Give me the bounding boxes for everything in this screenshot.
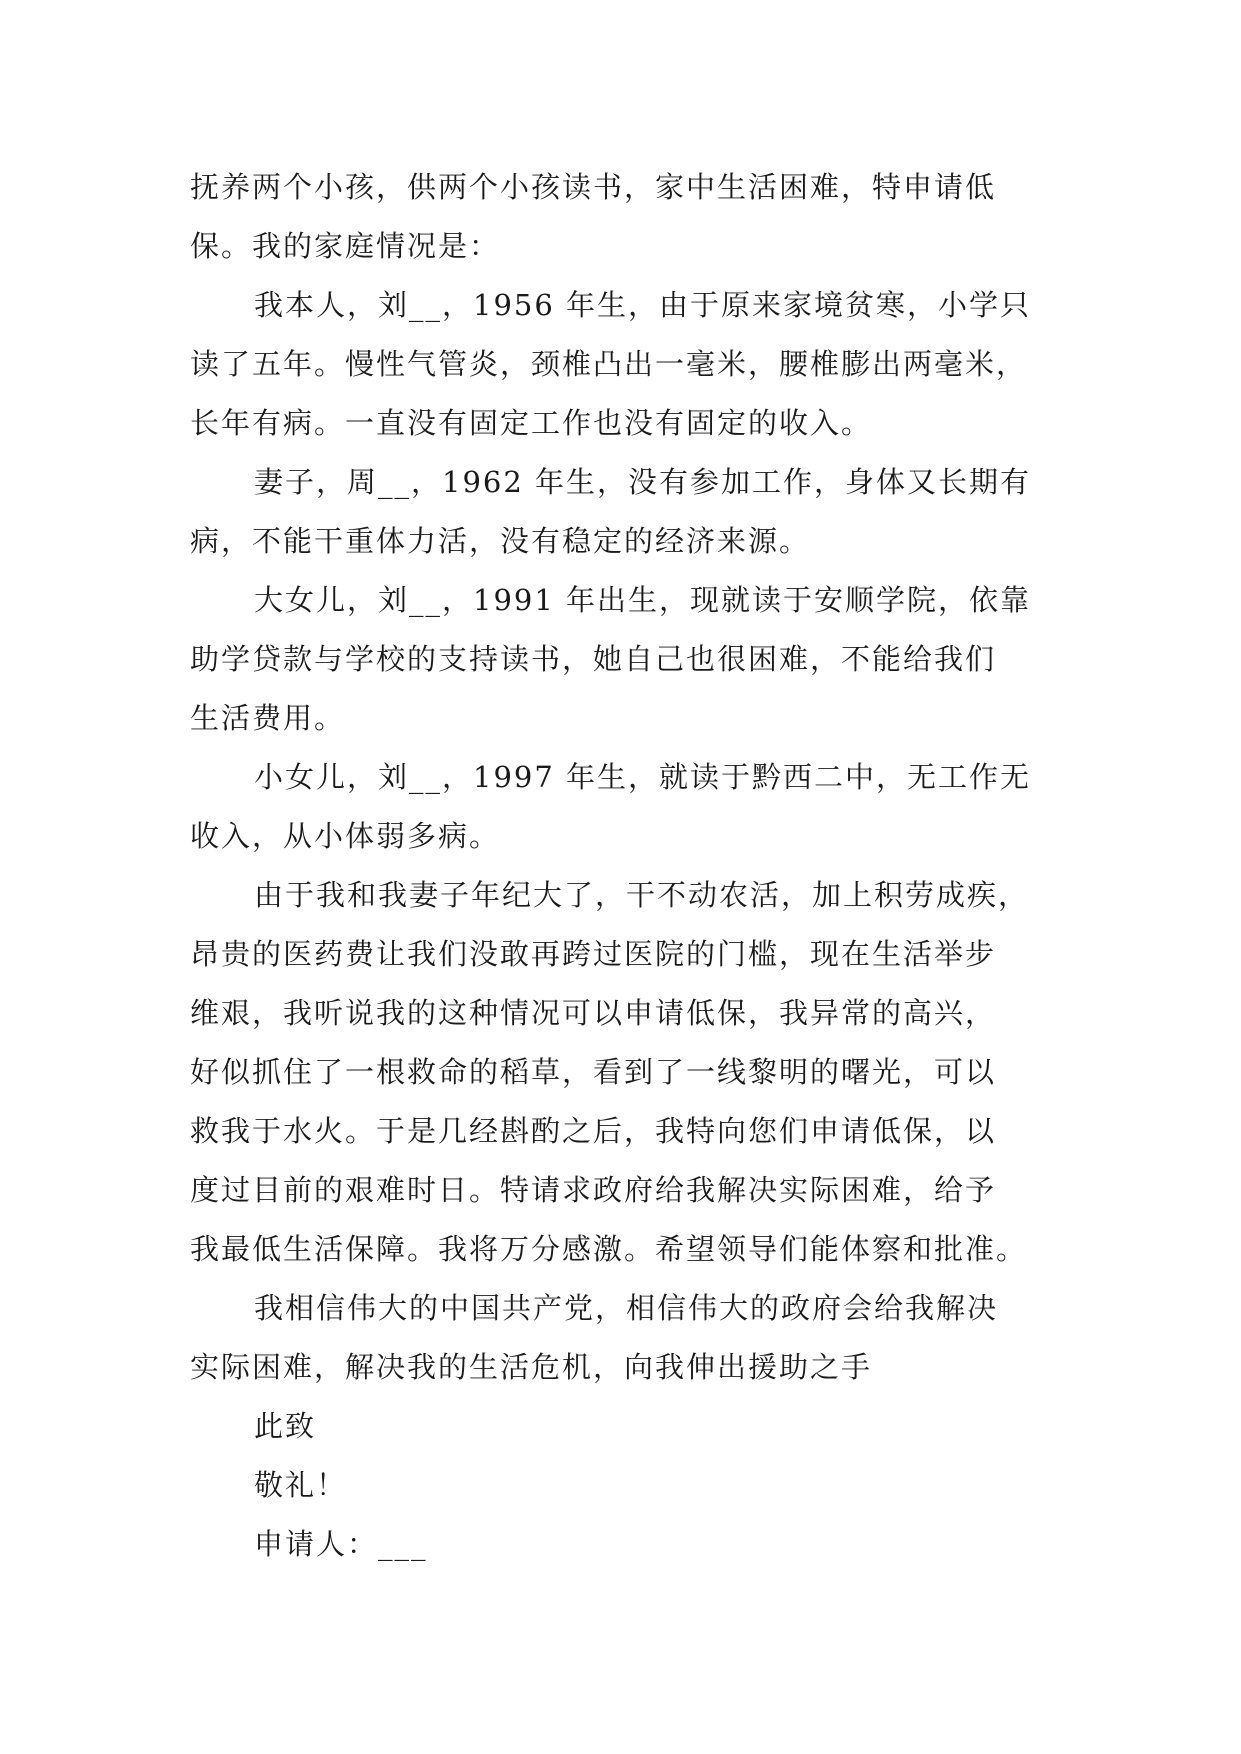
paragraph-wife: 妻子，周__，1962 年生，没有参加工作，身体又长期有 xyxy=(254,465,1032,499)
text-line: 度过目前的艰难时日。特请求政府给我解决实际困难，给予 xyxy=(190,1173,997,1207)
paragraph-elder-daughter: 大女儿，刘__，1991 年出生，现就读于安顺学院，依靠 xyxy=(254,583,1032,617)
text-line: 助学贷款与学校的支持读书，她自己也很困难，不能给我们 xyxy=(190,642,997,676)
text-line: 长年有病。一直没有固定工作也没有固定的收入。 xyxy=(190,406,873,440)
text-line: 生活费用。 xyxy=(190,701,346,735)
text-line: 实际困难，解决我的生活危机，向我伸出援助之手 xyxy=(190,1350,873,1384)
paragraph-reason: 由于我和我妻子年纪大了，干不动农活，加上积劳成疾， xyxy=(254,878,1030,912)
paragraph-younger-daughter: 小女儿，刘__，1997 年生，就读于黔西二中，无工作无 xyxy=(254,760,1032,794)
salutation-ci-zhi: 此致 xyxy=(254,1409,317,1443)
applicant-signature-line: 申请人：___ xyxy=(254,1527,428,1561)
text-line: 好似抓住了一根救命的稻草，看到了一线黎明的曙光，可以 xyxy=(190,1055,997,1089)
text-line: 病，不能干重体力活，没有稳定的经济来源。 xyxy=(190,524,811,558)
text-line: 维艰，我听说我的这种情况可以申请低保，我异常的高兴， xyxy=(190,996,997,1030)
document-body xyxy=(190,158,1050,1574)
text-line: 读了五年。慢性气管炎，颈椎凸出一毫米，腰椎膨出两毫米， xyxy=(190,347,1028,381)
paragraph-closing: 我相信伟大的中国共产党，相信伟大的政府会给我解决 xyxy=(254,1291,999,1325)
text-line: 收入，从小体弱多病。 xyxy=(190,819,501,853)
paragraph-self-intro: 我本人，刘__，1956 年生，由于原来家境贫寒，小学只 xyxy=(254,288,1032,322)
text-line: 抚养两个小孩，供两个小孩读书，家中生活困难，特申请低 xyxy=(190,170,997,204)
salutation-jing-li: 敬礼！ xyxy=(254,1468,348,1502)
text-line: 昂贵的医药费让我们没敢再跨过医院的门槛，现在生活举步 xyxy=(190,937,997,971)
text-line: 保。我的家庭情况是： xyxy=(190,229,501,263)
text-line: 救我于水火。于是几经斟酌之后，我特向您们申请低保，以 xyxy=(190,1114,997,1148)
text-line: 我最低生活保障。我将万分感激。希望领导们能体察和批准。 xyxy=(190,1232,1028,1266)
